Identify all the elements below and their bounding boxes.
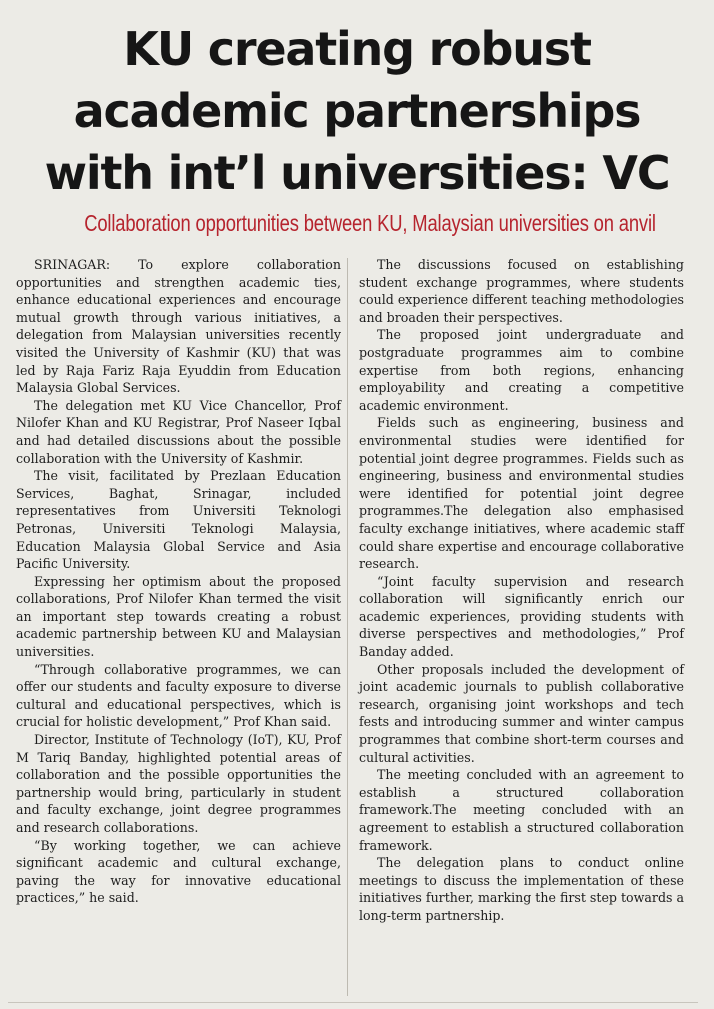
article-headline: [0, 18, 714, 204]
column-divider: [347, 258, 348, 996]
article-paragraph: The discussions focused on establishing student exchange programmes, where students could experience different teaching methodologies and broaden their perspectives.: [359, 257, 684, 325]
article-column-right: [359, 256, 684, 925]
article-paragraph: Other proposals included the development of joint academic journals to publish collaborative research, organising joint workshops and tech fests and introducing summer and winter campus programmes that combine short-term courses and cultural activities.: [359, 661, 684, 765]
article-paragraph: Fields such as engineering, business and environmental studies were identified for potential joint degree programmes. Fields such as engineering, business and environmental studies were identified for potential joint degree programmes.The delegation also emphasised faculty exchange initiatives, where academic staff could share expertise and encourage collaborative research.: [359, 415, 684, 572]
article-paragraph: Expressing her optimism about the proposed collaborations, Prof Nilofer Khan termed the visit an important step towards creating a robust academic partnership between KU and Malaysian universities.: [16, 573, 341, 660]
article-subheadline: Collaboration opportunities between KU, Malaysian universities on anvil: [84, 210, 656, 236]
article-paragraph: The visit, facilitated by Prezlaan Education Services, Baghat, Srinagar, included representatives from Universiti Teknologi Petronas, Universiti Teknologi Malaysia, Education Malaysia Global Service and Asia Pacific University.: [16, 468, 341, 572]
article-paragraph: The meeting concluded with an agreement to establish a structured collaboration framework.The meeting concluded with an agreement to establish a structured collaboration framework.: [359, 767, 684, 853]
article-paragraph: “Through collaborative programmes, we can offer our students and faculty exposure to diverse cultural and educational perspectives, which is crucial for holistic development,” Prof Khan said.: [16, 661, 341, 730]
article-paragraph: “Joint faculty supervision and research collaboration will significantly enrich our academic experiences, providing students with diverse perspectives and methodologies,” Prof Banday added.: [359, 573, 684, 660]
article-paragraph: Director, Institute of Technology (IoT), KU, Prof M Tariq Banday, highlighted potential areas of collaboration and the possible opportunities the partnership would bring, particularly in student and faculty exchange, joint degree programmes and research collaborations.: [16, 732, 341, 835]
headline-line: academic partnerships: [73, 84, 641, 138]
article-paragraph: The delegation plans to conduct online meetings to discuss the implementation of these initiatives further, marking the first step towards a long-term partnership.: [359, 855, 684, 923]
article-paragraph: SRINAGAR: To explore collaboration opportunities and strengthen academic ties, enhance educational experiences and encourage mutual growth through various initiatives, a delegation from Malaysian universities recently visited the University of Kashmir (KU) that was led by Raja Fariz Raja Eyuddin from Education Malaysia Global Services.: [16, 257, 341, 396]
bottom-edge-rule: [8, 1002, 698, 1003]
headline-line: with int’l universities: VC: [44, 146, 670, 200]
headline-line: KU creating robust: [123, 22, 591, 76]
article-paragraph: The delegation met KU Vice Chancellor, Prof Nilofer Khan and KU Registrar, Prof Naseer Iqbal and had detailed discussions about the possible collaboration with the University of Kashmir.: [16, 397, 341, 466]
article-paragraph: “By working together, we can achieve significant academic and cultural exchange, paving the way for innovative educational practices,” he said.: [16, 837, 341, 906]
article-column-left: [16, 256, 341, 907]
article-paragraph: The proposed joint undergraduate and postgraduate programmes aim to combine expertise from both regions, enhancing employability and creating a competitive academic environment.: [359, 327, 684, 413]
